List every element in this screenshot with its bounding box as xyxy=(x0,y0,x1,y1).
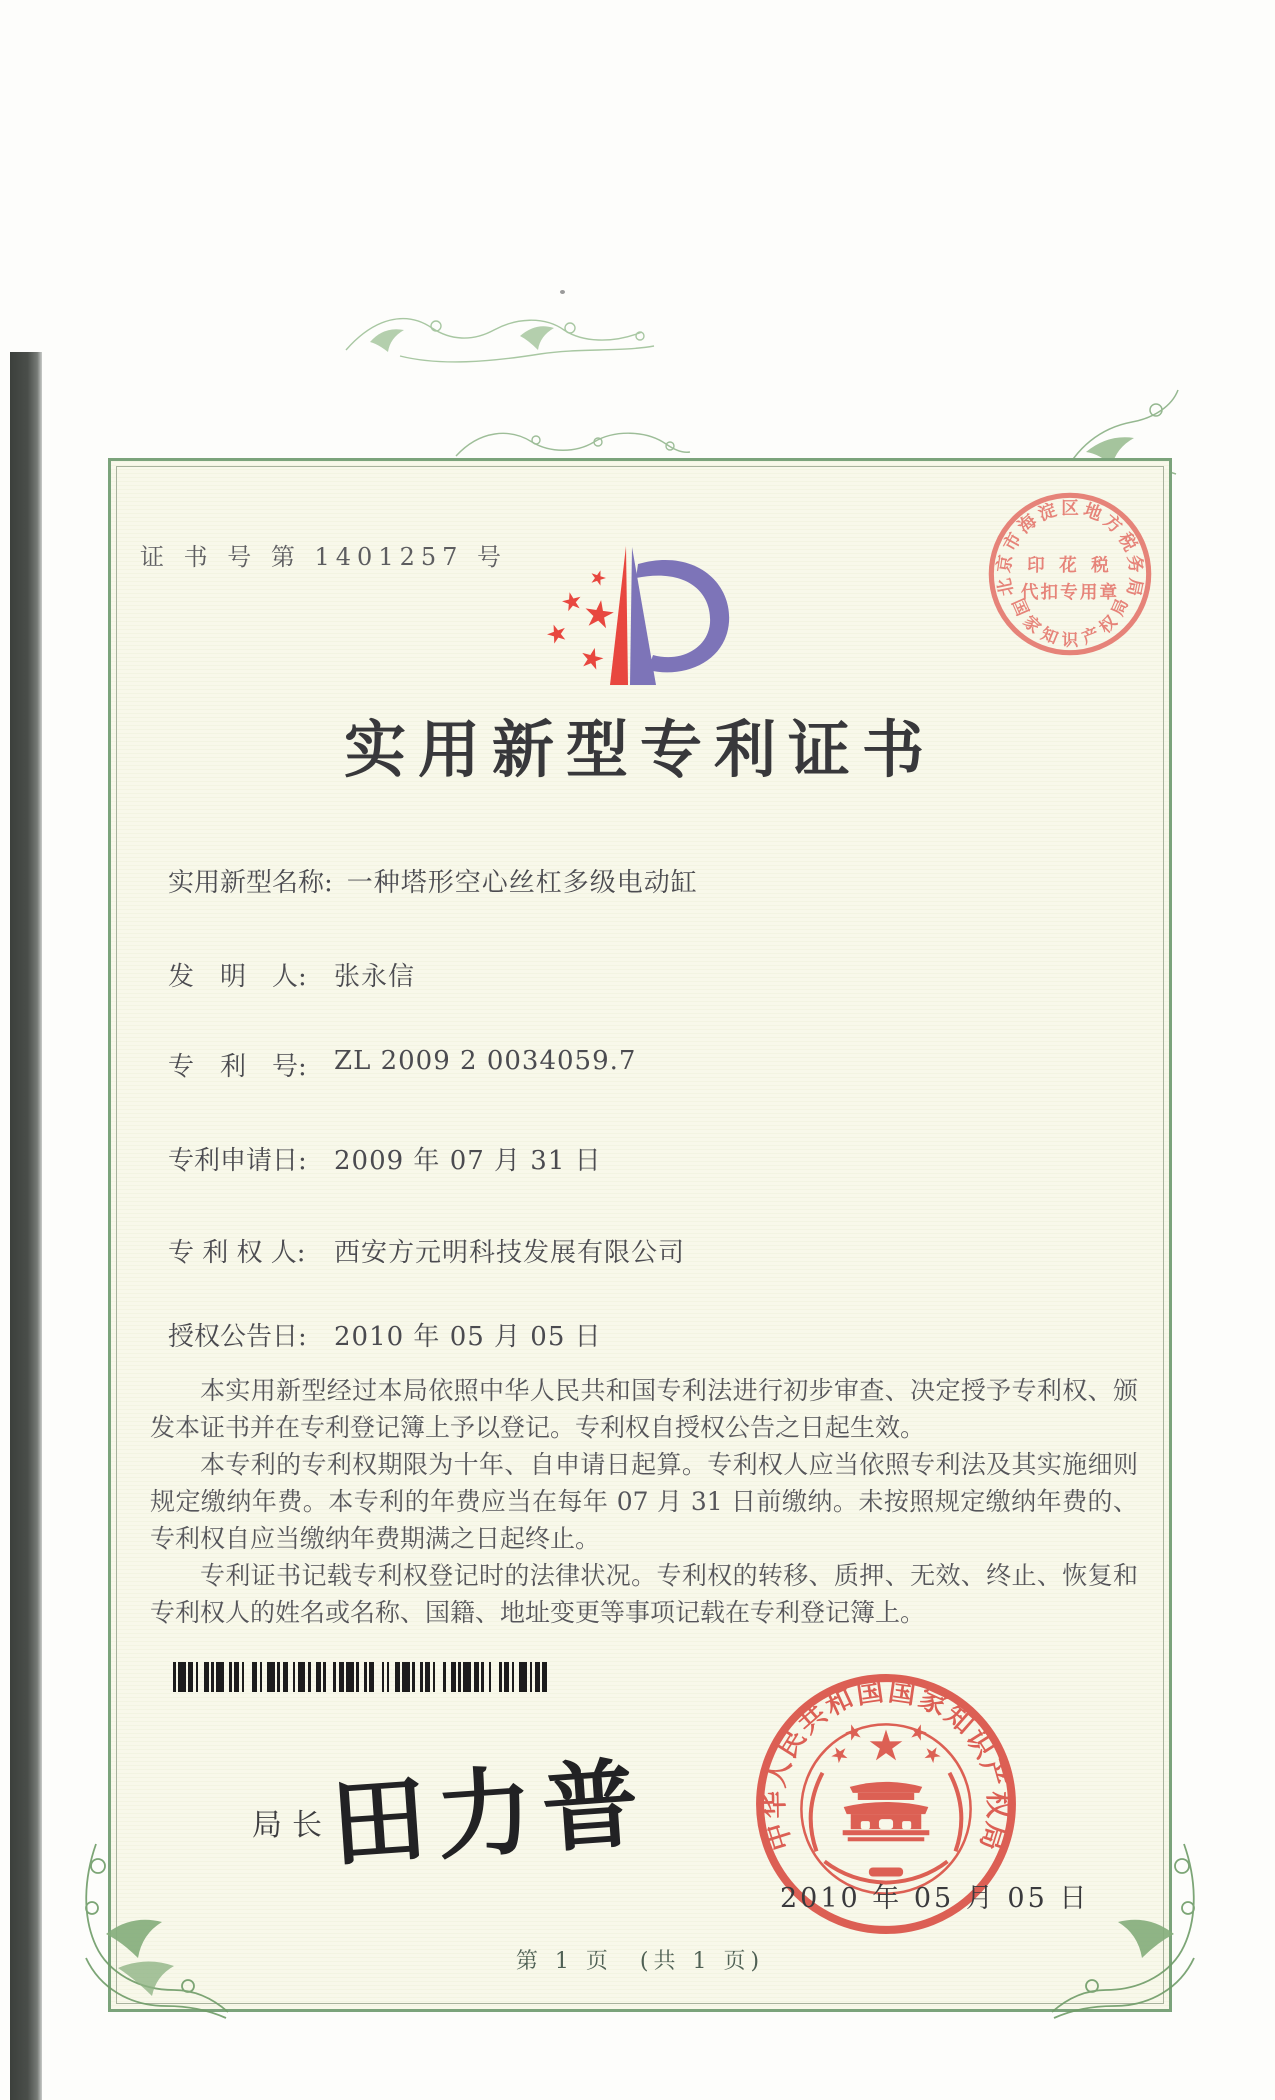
seal-ring-text: 中华人民共和国国家知识产权局 xyxy=(758,1675,1014,1855)
tax-office-stamp-icon xyxy=(982,486,1158,662)
field-value: 一种塔形空心丝杠多级电动缸 xyxy=(346,868,698,898)
barcode-bar xyxy=(346,1662,354,1692)
field-value: 西安方元明科技发展有限公司 xyxy=(334,1238,686,1268)
barcode-gap xyxy=(326,1662,334,1692)
field-value: 2009 年 07 月 31 日 xyxy=(334,1146,602,1176)
barcode-bar xyxy=(216,1662,224,1692)
top-scroll-ornament-icon xyxy=(340,296,660,372)
tax-stamp-center-line2: 代扣专用章 xyxy=(1020,581,1120,603)
field-label: 专利申请日: xyxy=(168,1146,307,1176)
field-label: 专 利 号: xyxy=(168,1052,307,1082)
seal-date: 2010 年 05 月 05 日 xyxy=(780,1883,1090,1914)
certificate-number: 证 书 号 第 1401257 号 xyxy=(140,543,508,571)
barcode-gap xyxy=(244,1662,252,1692)
barcode-bar xyxy=(402,1662,410,1692)
tax-stamp-bottom-text: 国家知识产权局 xyxy=(1008,595,1132,650)
field-patent-number xyxy=(168,1046,1128,1083)
director-label: 局长 xyxy=(252,1808,332,1843)
field-label: 发 明 人: xyxy=(168,962,307,992)
field-grant-date xyxy=(168,1316,1128,1353)
barcode-gap xyxy=(374,1662,382,1692)
bottom-left-corner-ornament-icon xyxy=(62,1838,232,2028)
legal-paragraph: 本专利的专利权期限为十年、自申请日起算。专利权人应当依照专利法及其实施细则规定缴纳年费。本专利的年费应当在每年 07 月 31 日前缴纳。未按照规定缴纳年费的、专利权自应当缴纳年费期满之日起终止。 xyxy=(150,1450,1138,1553)
page-number-footer: 第 1 页 (共 1 页) xyxy=(515,1949,765,1974)
sipo-logo-icon xyxy=(522,538,742,693)
bottom-right-corner-ornament-icon xyxy=(1048,1838,1218,2028)
legal-text-block xyxy=(150,1372,1138,1631)
tax-stamp-center-line1: 印 花 税 xyxy=(1027,554,1113,576)
field-value: 张永信 xyxy=(334,962,416,992)
barcode-gap xyxy=(491,1662,499,1692)
barcode-bar xyxy=(298,1662,306,1692)
field-inventor xyxy=(168,956,1128,993)
certificate-title: 实用新型专利证书 xyxy=(343,713,936,786)
barcode-bar xyxy=(519,1662,527,1692)
barcode-gap xyxy=(435,1662,443,1692)
barcode-bar xyxy=(463,1662,471,1692)
field-label: 专 利 权 人: xyxy=(168,1238,306,1268)
legal-paragraph: 本实用新型经过本局依照中华人民共和国专利法进行初步审查、决定授予专利权、颁发本证书并在专利登记簿上予以登记。专利权自授权公告之日起生效。 xyxy=(150,1376,1138,1442)
field-label: 授权公告日: xyxy=(168,1322,307,1352)
field-utility-model-name xyxy=(168,862,1128,899)
legal-paragraph: 专利证书记载专利权登记时的法律状况。专利权的转移、质押、无效、终止、恢复和专利权人的姓名或名称、国籍、地址变更等事项记载在专利登记簿上。 xyxy=(150,1561,1138,1627)
national-emblem-icon xyxy=(801,1722,970,1894)
field-label: 实用新型名称: xyxy=(168,868,333,898)
tax-stamp-top-text: 北京市海淀区地方税务局 xyxy=(993,497,1147,598)
barcode-bar xyxy=(267,1662,275,1692)
field-filing-date xyxy=(168,1140,1128,1177)
scan-speck xyxy=(560,290,565,294)
director-signature: 田力普 xyxy=(326,1746,653,1881)
field-value: ZL 2009 2 0034059.7 xyxy=(334,1046,637,1076)
barcode xyxy=(173,1662,565,1692)
field-patentee xyxy=(168,1232,1128,1269)
barcode-bar xyxy=(178,1662,186,1692)
field-value: 2010 年 05 月 05 日 xyxy=(334,1322,602,1352)
scan-edge-strip xyxy=(10,352,42,2100)
barcode-gap xyxy=(547,1662,550,1692)
